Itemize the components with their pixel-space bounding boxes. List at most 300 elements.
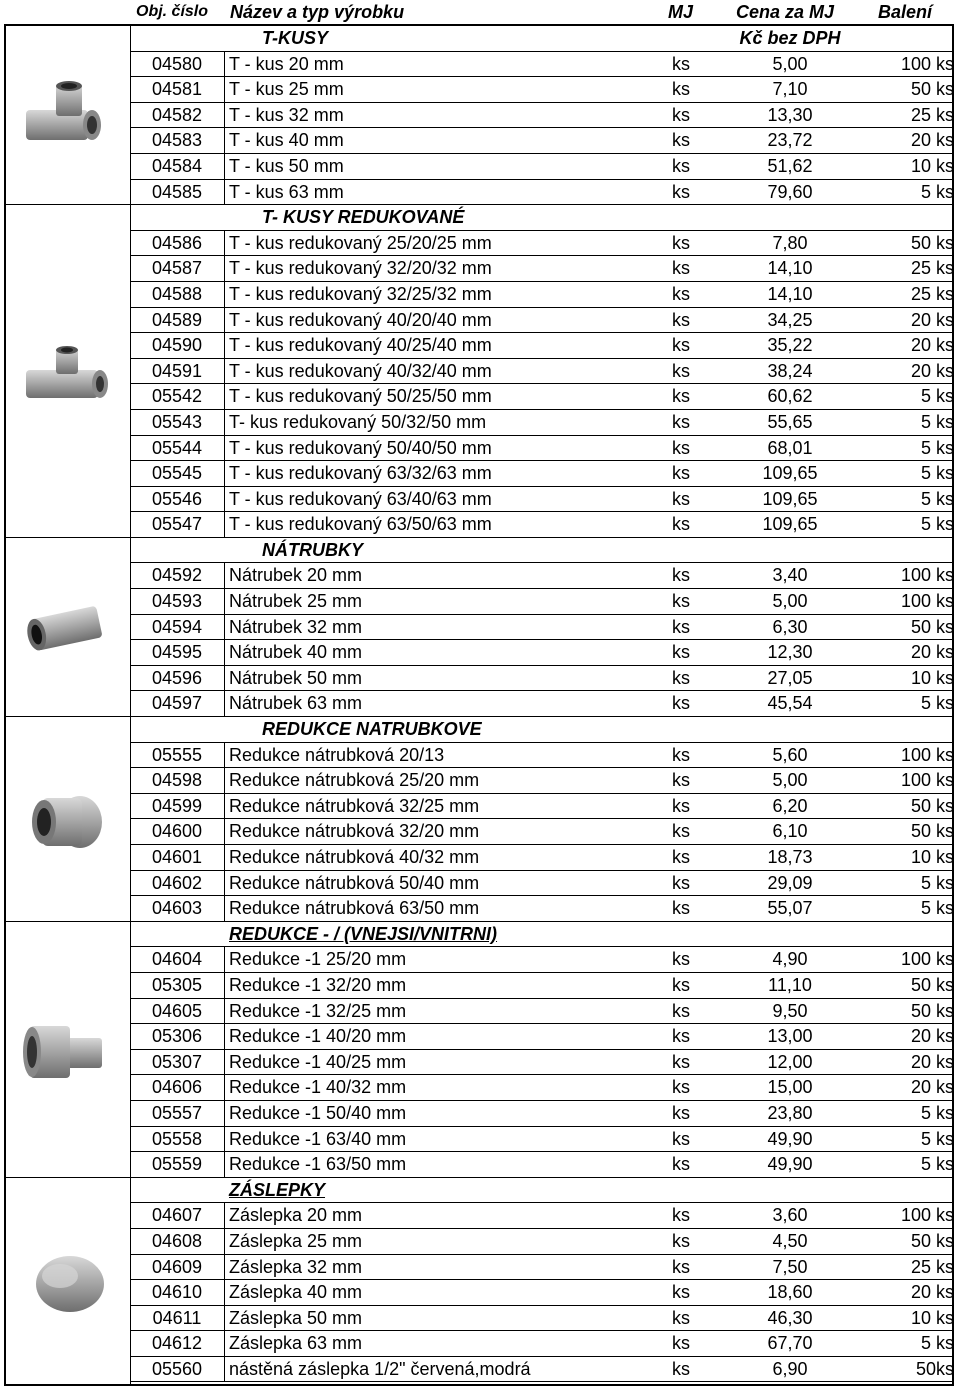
cell-unit: ks	[672, 821, 690, 842]
cell-unit: ks	[672, 1026, 690, 1047]
section-header	[130, 26, 952, 52]
cell-unit: ks	[672, 1358, 690, 1379]
table-row	[130, 461, 952, 487]
cell-pack: 50 ks	[910, 616, 954, 637]
table-row	[130, 666, 952, 692]
cell-name: Redukce nátrubková 32/20 mm	[229, 821, 480, 842]
cell-pack: 100 ks	[900, 949, 954, 970]
table-row	[130, 512, 952, 538]
cell-name: Záslepka 20 mm	[229, 1205, 363, 1226]
cell-price: 5,00	[772, 53, 808, 74]
cell-name: Redukce -1 32/25 mm	[229, 1000, 407, 1021]
table-row	[130, 77, 952, 103]
cell-name: T - kus redukovaný 32/25/32 mm	[229, 283, 492, 304]
cell-pack: 20 ks	[910, 1051, 954, 1072]
cell-price: 68,01	[767, 437, 813, 458]
cell-code: 04591	[130, 359, 225, 384]
table-row	[130, 256, 952, 282]
cell-unit: ks	[672, 514, 690, 535]
cell-unit: ks	[672, 667, 690, 688]
section-title: REDUKCE NATRUBKOVE	[262, 719, 482, 740]
cell-price: 49,90	[767, 1128, 813, 1149]
table-row	[130, 819, 952, 845]
table-row	[130, 282, 952, 308]
cell-name: Redukce -1 50/40 mm	[229, 1102, 407, 1123]
cell-name: Záslepka 32 mm	[229, 1256, 363, 1277]
reducing-coupling-icon	[20, 780, 116, 865]
cell-price: 60,62	[767, 386, 813, 407]
cell-price: 38,24	[767, 360, 813, 381]
cell-pack: 5 ks	[920, 488, 954, 509]
table-row	[130, 563, 952, 589]
cell-unit: ks	[672, 1128, 690, 1149]
cell-name: T - kus redukovaný 63/40/63 mm	[229, 488, 492, 509]
cell-pack: 100 ks	[900, 565, 954, 586]
table-row	[130, 231, 952, 257]
cell-unit: ks	[672, 770, 690, 791]
cell-code: 04595	[130, 640, 225, 665]
cell-code: 05560	[130, 1357, 225, 1382]
cell-pack: 5 ks	[920, 1333, 954, 1354]
table-row	[130, 640, 952, 666]
cell-name: Redukce nátrubková 63/50 mm	[229, 898, 480, 919]
cell-price: 13,00	[767, 1026, 813, 1047]
cell-pack: 100 ks	[900, 770, 954, 791]
cell-price: 109,65	[762, 463, 818, 484]
cell-price: 14,10	[767, 283, 813, 304]
cell-unit: ks	[672, 795, 690, 816]
cell-code: 04608	[130, 1229, 225, 1254]
cell-price: 3,60	[772, 1205, 808, 1226]
cell-code: 05306	[130, 1024, 225, 1049]
table-row	[130, 1101, 952, 1127]
table-row	[130, 1127, 952, 1153]
cell-name: T - kus redukovaný 40/25/40 mm	[229, 335, 492, 356]
cell-pack: 20 ks	[910, 642, 954, 663]
image-divider	[6, 1177, 130, 1178]
cell-pack: 100 ks	[900, 1205, 954, 1226]
cell-unit: ks	[672, 1230, 690, 1251]
cell-pack: 10 ks	[910, 1307, 954, 1328]
cell-code: 04593	[130, 589, 225, 614]
cell-name: T - kus 20 mm	[229, 53, 344, 74]
cell-unit: ks	[672, 181, 690, 202]
cell-price: 79,60	[767, 181, 813, 202]
cell-pack: 5 ks	[920, 693, 954, 714]
cell-unit: ks	[672, 1205, 690, 1226]
cell-pack: 20 ks	[910, 1077, 954, 1098]
cell-code: 05542	[130, 384, 225, 409]
cell-unit: ks	[672, 693, 690, 714]
cell-unit: ks	[672, 155, 690, 176]
cell-price: 12,30	[767, 642, 813, 663]
cell-code: 05547	[130, 512, 225, 537]
cell-pack: 50 ks	[910, 1000, 954, 1021]
cell-code: 04586	[130, 231, 225, 256]
cell-pack: 50ks	[915, 1358, 954, 1379]
table-row	[130, 359, 952, 385]
table-row	[130, 103, 952, 129]
table-row	[130, 384, 952, 410]
cell-name: Záslepka 50 mm	[229, 1307, 363, 1328]
cell-code: 04600	[130, 819, 225, 844]
cell-unit: ks	[672, 411, 690, 432]
cell-name: Nátrubek 32 mm	[229, 616, 363, 637]
cell-code: 04604	[130, 947, 225, 972]
cell-name: T - kus redukovaný 50/25/50 mm	[229, 386, 492, 407]
cell-pack: 100 ks	[900, 744, 954, 765]
cell-code: 05305	[130, 973, 225, 998]
cell-unit: ks	[672, 616, 690, 637]
cell-code: 04589	[130, 308, 225, 333]
cell-code: 04598	[130, 768, 225, 793]
image-column	[6, 26, 131, 1384]
cell-unit: ks	[672, 1000, 690, 1021]
cell-price: 6,90	[772, 1358, 808, 1379]
cell-unit: ks	[672, 232, 690, 253]
table-row	[130, 615, 952, 641]
cell-unit: ks	[672, 1154, 690, 1175]
cell-price: 49,90	[767, 1154, 813, 1175]
header-name: Název a typ výrobku	[230, 2, 405, 22]
cell-code: 05555	[130, 743, 225, 768]
cell-code: 05307	[130, 1050, 225, 1075]
cell-pack: 50 ks	[910, 1230, 954, 1251]
cell-unit: ks	[672, 744, 690, 765]
cell-name: Redukce nátrubková 32/25 mm	[229, 795, 480, 816]
cell-pack: 10 ks	[910, 667, 954, 688]
cell-unit: ks	[672, 872, 690, 893]
cell-pack: 20 ks	[910, 309, 954, 330]
cell-pack: 10 ks	[910, 847, 954, 867]
cell-unit: ks	[672, 642, 690, 663]
cell-code: 04605	[130, 999, 225, 1024]
cell-name: Nátrubek 20 mm	[229, 565, 363, 586]
cell-price: 7,80	[772, 232, 808, 253]
cell-name: T - kus redukovaný 40/32/40 mm	[229, 360, 492, 381]
cell-name: Nátrubek 25 mm	[229, 591, 363, 612]
cell-code: 04587	[130, 256, 225, 281]
cell-unit: ks	[672, 283, 690, 304]
image-divider	[6, 716, 130, 717]
cell-code: 05544	[130, 436, 225, 461]
cell-unit: ks	[672, 437, 690, 458]
cell-unit: ks	[672, 258, 690, 279]
section-header	[130, 205, 952, 231]
cell-name: T - kus redukovaný 40/20/40 mm	[229, 309, 492, 330]
cell-code: 04585	[130, 180, 225, 205]
table-row	[130, 999, 952, 1025]
table-row	[130, 1280, 952, 1306]
cell-pack: 20 ks	[910, 360, 954, 381]
cell-code: 05545	[130, 461, 225, 486]
table-row	[130, 1050, 952, 1076]
section-header	[130, 717, 952, 743]
cell-pack: 50 ks	[910, 821, 954, 842]
table-row	[130, 794, 952, 820]
table-row	[130, 436, 952, 462]
cell-name: T - kus 50 mm	[229, 155, 344, 176]
cell-price: 35,22	[767, 335, 813, 356]
cell-pack: 100 ks	[900, 53, 954, 74]
image-divider	[6, 537, 130, 538]
tee-fitting-icon	[20, 76, 116, 161]
cell-unit: ks	[672, 1077, 690, 1098]
cell-code: 04588	[130, 282, 225, 307]
cell-code: 04594	[130, 615, 225, 640]
cell-price: 4,90	[772, 949, 808, 970]
cell-price: 18,60	[767, 1282, 813, 1303]
section-title: T-KUSY	[262, 28, 329, 48]
cell-unit: ks	[672, 1051, 690, 1072]
table-row	[130, 973, 952, 999]
cell-price: 6,10	[772, 821, 808, 842]
table-row	[130, 52, 952, 78]
section-title: NÁTRUBKY	[262, 539, 363, 560]
section-title: T- KUSY REDUKOVANÉ	[262, 207, 465, 228]
cell-name: Redukce -1 40/32 mm	[229, 1077, 407, 1098]
cell-pack: 5 ks	[920, 1102, 954, 1123]
cell-pack: 20 ks	[910, 335, 954, 356]
table-row	[130, 1331, 952, 1357]
cell-code: 04610	[130, 1280, 225, 1305]
reducer-icon	[20, 1010, 116, 1095]
cell-pack: 50 ks	[910, 79, 954, 100]
cell-code: 05559	[130, 1152, 225, 1177]
table-rows	[130, 26, 952, 1382]
cell-code: 04592	[130, 563, 225, 588]
cell-name: Záslepka 25 mm	[229, 1230, 363, 1251]
section-title: REDUKCE - / (VNEJSI/VNITRNI)	[229, 923, 498, 944]
cell-price: 34,25	[767, 309, 813, 330]
table-row	[130, 128, 952, 154]
cell-price: 23,72	[767, 130, 813, 151]
column-header	[0, 0, 960, 24]
cell-price: 6,20	[772, 795, 808, 816]
cell-code: 05543	[130, 410, 225, 435]
cell-name: Redukce -1 63/40 mm	[229, 1128, 407, 1149]
end-cap-icon	[20, 1240, 116, 1325]
table-row	[130, 1075, 952, 1101]
cell-price: 5,00	[772, 770, 808, 791]
header-pack: Balení	[878, 2, 933, 22]
cell-name: T - kus 40 mm	[229, 130, 344, 151]
cell-price: 7,10	[772, 79, 808, 100]
cell-pack: 50 ks	[910, 974, 954, 995]
cell-unit: ks	[672, 386, 690, 407]
cell-code: 04612	[130, 1331, 225, 1356]
cell-pack: 20 ks	[910, 130, 954, 151]
cell-code: 05546	[130, 487, 225, 512]
cell-price: 7,50	[772, 1256, 808, 1277]
image-divider	[6, 921, 130, 922]
cell-pack: 25 ks	[910, 104, 954, 125]
cell-price: 14,10	[767, 258, 813, 279]
cell-code: 04611	[130, 1306, 225, 1331]
table-row	[130, 1255, 952, 1281]
cell-name: Redukce nátrubková 25/20 mm	[229, 770, 480, 791]
cell-code: 04609	[130, 1255, 225, 1280]
cell-name: Redukce -1 40/25 mm	[229, 1051, 407, 1072]
cell-unit: ks	[672, 898, 690, 919]
cell-unit: ks	[672, 949, 690, 970]
cell-price: 29,09	[767, 872, 813, 893]
cell-price: 67,70	[767, 1333, 813, 1354]
cell-name: T - kus 25 mm	[229, 79, 344, 100]
header-code: Obj. číslo	[136, 3, 209, 20]
cell-unit: ks	[672, 847, 690, 867]
cell-name: T - kus redukovaný 63/32/63 mm	[229, 463, 492, 484]
cell-price: 23,80	[767, 1102, 813, 1123]
header-unit: MJ	[668, 2, 694, 22]
cell-code: 05557	[130, 1101, 225, 1126]
image-divider	[6, 204, 130, 205]
cell-pack: 5 ks	[920, 463, 954, 484]
table-row	[130, 410, 952, 436]
cell-price: 5,60	[772, 744, 808, 765]
cell-price: 55,65	[767, 411, 813, 432]
cell-price: 109,65	[762, 514, 818, 535]
price-table	[4, 24, 954, 1386]
cell-pack: 10 ks	[910, 155, 954, 176]
cell-price: 46,30	[767, 1307, 813, 1328]
cell-code: 04607	[130, 1203, 225, 1228]
cell-unit: ks	[672, 591, 690, 612]
cell-name: nástěná záslepka 1/2" červená,modrá	[229, 1358, 531, 1379]
cell-pack: 50 ks	[910, 232, 954, 253]
cell-pack: 5 ks	[920, 1128, 954, 1149]
cell-pack: 5 ks	[920, 514, 954, 535]
cell-unit: ks	[672, 974, 690, 995]
cell-unit: ks	[672, 1102, 690, 1123]
cell-name: Nátrubek 40 mm	[229, 642, 363, 663]
cell-unit: ks	[672, 1307, 690, 1328]
table-row	[130, 308, 952, 334]
cell-code: 04590	[130, 333, 225, 358]
table-row	[130, 154, 952, 180]
cell-price: 55,07	[767, 898, 813, 919]
table-row	[130, 1229, 952, 1255]
cell-price: 12,00	[767, 1051, 813, 1072]
cell-pack: 5 ks	[920, 181, 954, 202]
cell-name: Redukce nátrubková 50/40 mm	[229, 872, 480, 893]
cell-price: 4,50	[772, 1230, 808, 1251]
cell-pack: 5 ks	[920, 411, 954, 432]
cell-unit: ks	[672, 360, 690, 381]
cell-pack: 5 ks	[920, 898, 954, 919]
cell-price: 18,73	[767, 847, 813, 867]
cell-name: Redukce -1 63/50 mm	[229, 1154, 407, 1175]
cell-code: 05558	[130, 1127, 225, 1152]
section-header	[130, 922, 952, 948]
cell-pack: 5 ks	[920, 1154, 954, 1175]
cell-pack: 5 ks	[920, 386, 954, 407]
table-row	[130, 487, 952, 513]
header-price: Cena za MJ	[736, 2, 835, 22]
cell-code: 04580	[130, 52, 225, 77]
cell-unit: ks	[672, 488, 690, 509]
cell-name: Nátrubek 63 mm	[229, 693, 363, 714]
cell-unit: ks	[672, 130, 690, 151]
cell-pack: 5 ks	[920, 872, 954, 893]
cell-price: 109,65	[762, 488, 818, 509]
cell-price: 51,62	[767, 155, 813, 176]
cell-unit: ks	[672, 1256, 690, 1277]
cell-pack: 50 ks	[910, 795, 954, 816]
cell-price: 5,00	[772, 591, 808, 612]
cell-code: 04596	[130, 666, 225, 691]
section-extra: Kč bez DPH	[739, 28, 841, 48]
cell-price: 13,30	[767, 104, 813, 125]
cell-code: 04599	[130, 794, 225, 819]
cell-price: 27,05	[767, 667, 813, 688]
cell-pack: 20 ks	[910, 1282, 954, 1303]
cell-code: 04582	[130, 103, 225, 128]
cell-code: 04603	[130, 896, 225, 921]
cell-pack: 5 ks	[920, 437, 954, 458]
table-row	[130, 743, 952, 769]
cell-code: 04606	[130, 1075, 225, 1100]
table-row	[130, 845, 952, 871]
cell-unit: ks	[672, 463, 690, 484]
cell-pack: 25 ks	[910, 258, 954, 279]
cell-unit: ks	[672, 104, 690, 125]
cell-name: Záslepka 40 mm	[229, 1282, 363, 1303]
cell-unit: ks	[672, 335, 690, 356]
cell-code: 04583	[130, 128, 225, 153]
section-header	[130, 538, 952, 564]
cell-name: T - kus redukovaný 32/20/32 mm	[229, 258, 492, 279]
cell-price: 15,00	[767, 1077, 813, 1098]
cell-name: Nátrubek 50 mm	[229, 667, 363, 688]
cell-pack: 20 ks	[910, 1026, 954, 1047]
cell-unit: ks	[672, 565, 690, 586]
table-row	[130, 768, 952, 794]
cell-name: T - kus 32 mm	[229, 104, 344, 125]
table-row	[130, 333, 952, 359]
table-row	[130, 947, 952, 973]
cell-pack: 25 ks	[910, 1256, 954, 1277]
cell-code: 04601	[130, 845, 225, 870]
cell-name: Redukce nátrubková 40/32 mm	[229, 847, 480, 867]
cell-name: Redukce -1 25/20 mm	[229, 949, 407, 970]
cell-unit: ks	[672, 1282, 690, 1303]
cell-price: 6,30	[772, 616, 808, 637]
cell-unit: ks	[672, 79, 690, 100]
table-row	[130, 1203, 952, 1229]
table-row	[130, 180, 952, 206]
cell-code: 04597	[130, 691, 225, 716]
table-row	[130, 871, 952, 897]
table-row	[130, 1152, 952, 1178]
cell-name: Redukce -1 40/20 mm	[229, 1026, 407, 1047]
cell-price: 45,54	[767, 693, 813, 714]
cell-unit: ks	[672, 53, 690, 74]
table-row	[130, 1357, 952, 1383]
reducing-tee-icon	[20, 332, 116, 417]
cell-code: 04584	[130, 154, 225, 179]
cell-name: T- kus redukovaný 50/32/50 mm	[229, 411, 487, 432]
cell-pack: 100 ks	[900, 591, 954, 612]
cell-name: Redukce -1 32/20 mm	[229, 974, 407, 995]
cell-name: T - kus redukovaný 50/40/50 mm	[229, 437, 492, 458]
cell-name: T - kus redukovaný 25/20/25 mm	[229, 232, 492, 253]
table-row	[130, 896, 952, 922]
cell-price: 11,10	[768, 974, 812, 995]
table-row	[130, 1306, 952, 1332]
cell-code: 04602	[130, 871, 225, 896]
cell-unit: ks	[672, 309, 690, 330]
